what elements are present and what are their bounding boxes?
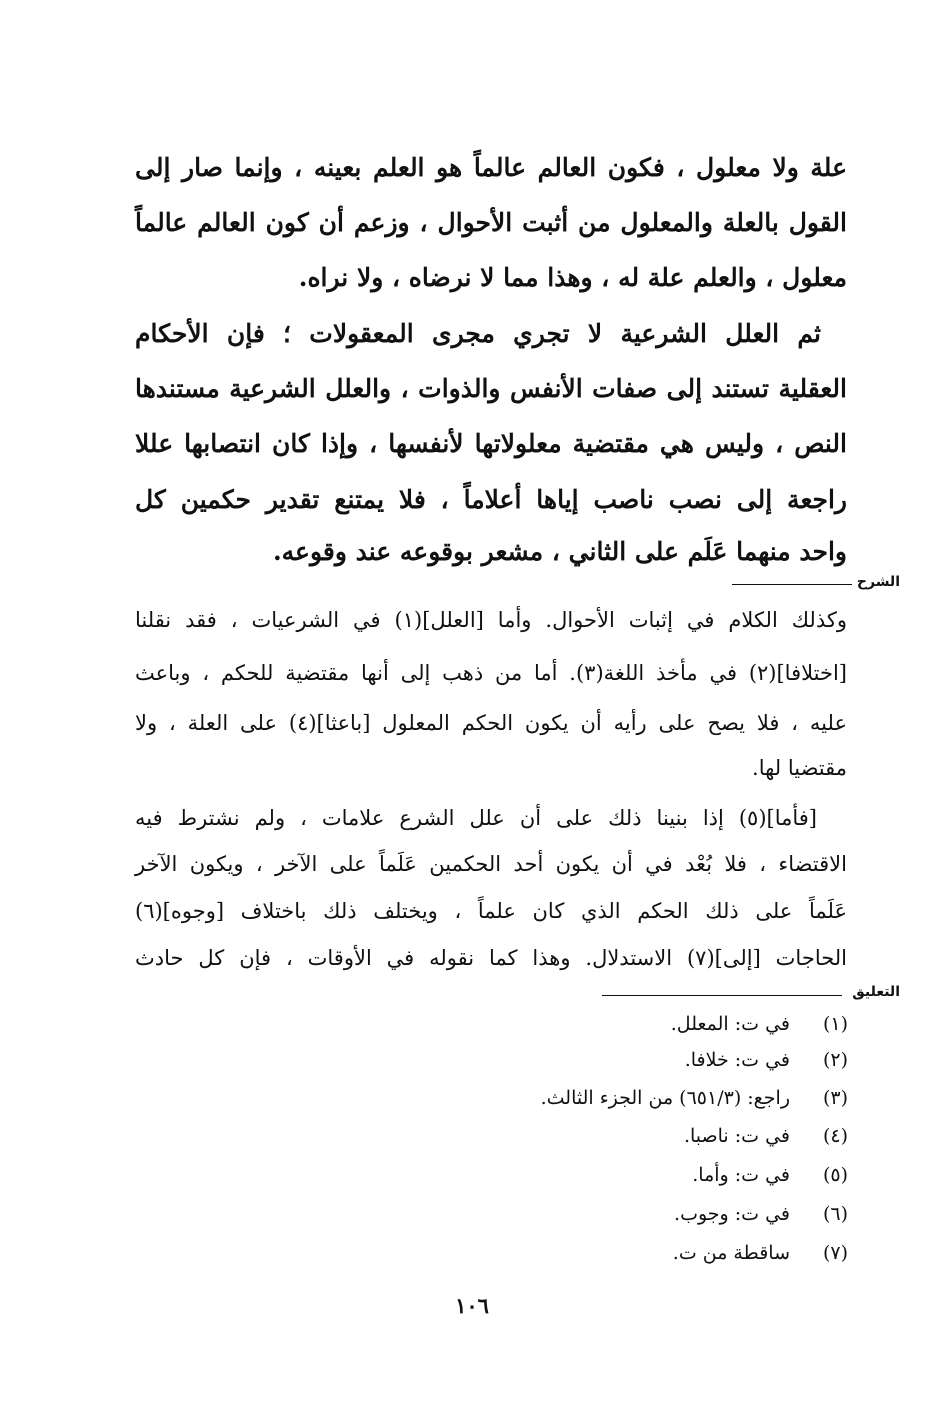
footnote-number: (١) bbox=[822, 1013, 848, 1035]
footnote-text: في ت: خلافا. bbox=[684, 1049, 790, 1071]
footnote-number: (٥) bbox=[822, 1164, 848, 1186]
footnote-text: في ت: وأما. bbox=[692, 1164, 790, 1186]
footnote-text: ساقطة من ت. bbox=[672, 1242, 790, 1264]
footnote-4 bbox=[248, 1121, 848, 1151]
sharh-line-6: الاقتضاء ، فلا بُعْد في أن يكون أحد الحكمين عَلَماً على الآخر ، ويكون الآخر bbox=[135, 852, 847, 876]
main-text-line-8: واحد منهما عَلَم على الثاني ، مشعر بوقوعه عند وقوعه. bbox=[272, 537, 847, 566]
footnote-number: (٤) bbox=[822, 1125, 848, 1147]
footnote-number: (٦) bbox=[822, 1203, 848, 1225]
main-text-line-1: علة ولا معلول ، فكون العالم عالماً هو العلم بعينه ، وإنما صار إلى bbox=[135, 153, 847, 182]
sharh-divider bbox=[732, 584, 852, 585]
sharh-label: الشرح bbox=[856, 574, 900, 590]
footnote-3 bbox=[248, 1083, 848, 1113]
footnote-text: في ت: ناصبا. bbox=[683, 1125, 790, 1147]
main-text-line-5: العقلية تستند إلى صفات الأنفس والذوات ، والعلل الشرعية مستندها bbox=[135, 374, 847, 403]
main-text-line-3: معلول ، والعلم علة له ، وهذا مما لا نرضاه ، ولا نراه. bbox=[298, 263, 847, 292]
footnote-number: (٧) bbox=[822, 1242, 848, 1264]
main-text-line-4: ثم العلل الشرعية لا تجري مجرى المعقولات ؛ فإن الأحكام bbox=[135, 319, 821, 348]
sharh-line-4: مقتضيا لها. bbox=[752, 756, 847, 780]
footnote-2 bbox=[248, 1045, 848, 1075]
sharh-line-5: [فأما](٥) إذا بنينا ذلك على أن علل الشرع علامات ، ولم نشترط فيه bbox=[135, 806, 817, 830]
footnote-number: (٣) bbox=[822, 1087, 848, 1109]
sharh-line-8: الحاجات [إلى](٧) الاستدلال. وهذا كما نقوله في الأوقات ، فإن كل حادث bbox=[135, 946, 848, 970]
page-number: ١٠٦ bbox=[455, 1293, 489, 1318]
footnote-text: في ت: المعلل. bbox=[670, 1013, 790, 1035]
sharh-line-2: [اختلافا](٢) في مأخذ اللغة(٣). أما من ذهب إلى أنها مقتضية للحكم ، وباعث bbox=[135, 661, 847, 685]
sharh-line-3: عليه ، فلا يصح على رأيه أن يكون الحكم المعلول [باعثا](٤) على العلة ، ولا bbox=[135, 711, 847, 735]
main-text-line-2: القول بالعلة والمعلول من أثبت الأحوال ، وزعم أن كون العالم عالماً bbox=[135, 208, 847, 237]
footnote-5 bbox=[248, 1160, 848, 1190]
footnote-7 bbox=[248, 1238, 848, 1268]
footnote-text: راجع: (٦٥١/٣) من الجزء الثالث. bbox=[540, 1087, 790, 1109]
sharh-line-1: وكذلك الكلام في إثبات الأحوال. وأما [العلل](١) في الشرعيات ، فقد نقلنا bbox=[135, 608, 847, 632]
footnote-text: في ت: وجوب. bbox=[674, 1203, 790, 1225]
footnote-1 bbox=[248, 1009, 848, 1039]
sharh-line-7: عَلَماً على ذلك الحكم الذي كان علماً ، ويختلف ذلك باختلاف [وجوه](٦) bbox=[135, 899, 847, 923]
footnote-6 bbox=[248, 1199, 848, 1229]
main-text-line-7: راجعة إلى نصب ناصب إياها أعلاماً ، فلا يمتنع تقدير حكمين كل bbox=[135, 485, 847, 514]
footnote-number: (٢) bbox=[822, 1049, 848, 1071]
taliq-label: التعليق bbox=[852, 984, 900, 1000]
main-text-line-6: النص ، وليس هي مقتضية معلولاتها لأنفسها ، وإذا كان انتصابها عللا bbox=[135, 429, 847, 458]
taliq-divider bbox=[602, 995, 842, 996]
